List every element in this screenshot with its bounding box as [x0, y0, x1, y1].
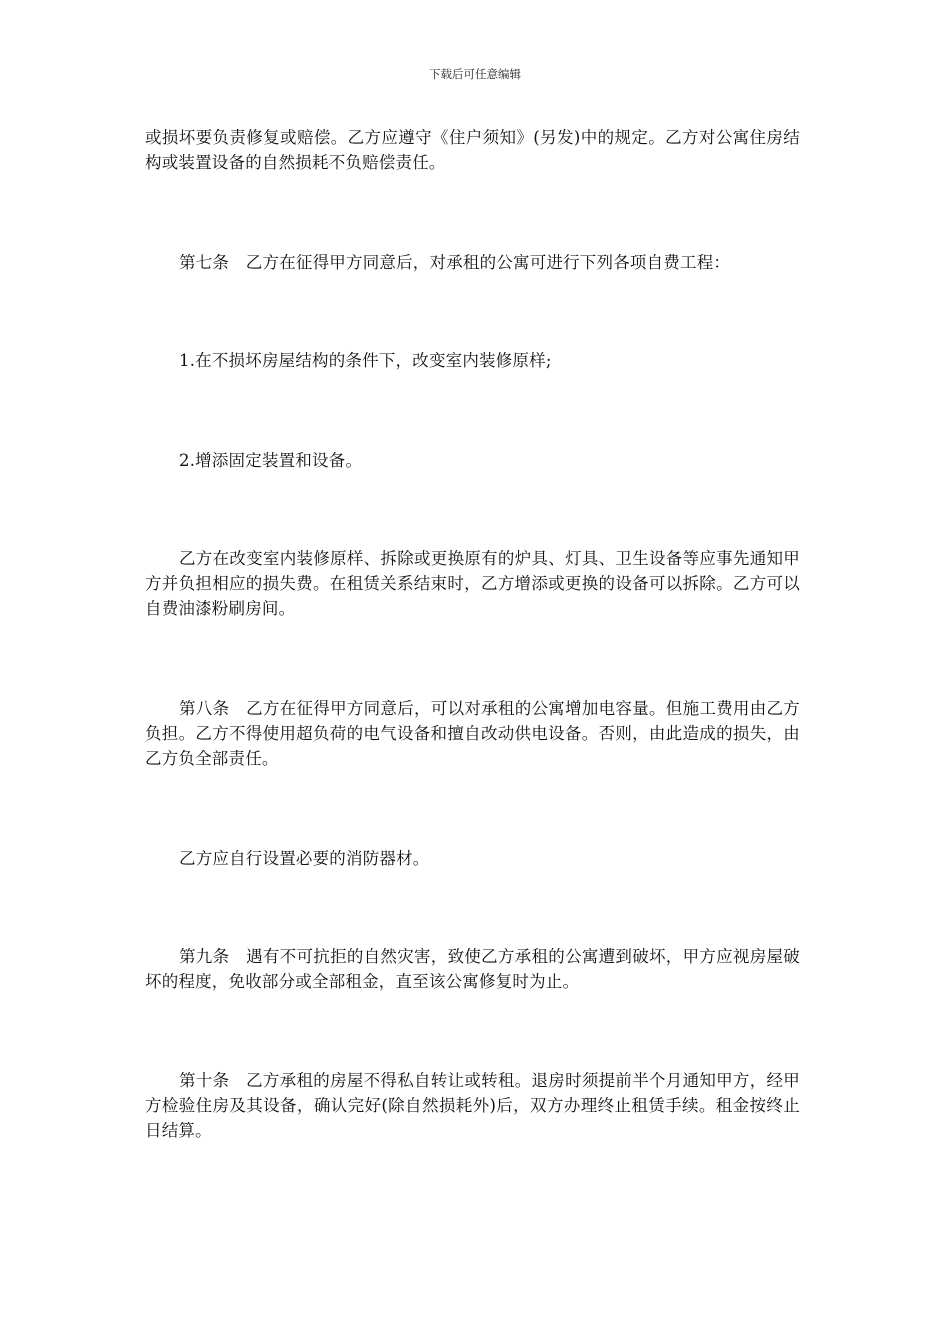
paragraph-renovation-terms: 乙方在改变室内装修原样、拆除或更换原有的炉具、灯具、卫生设备等应事先通知甲方并负担相应的损失费。在租赁关系结束时，乙方增添或更换的设备可以拆除。乙方可以自费油漆粉刷房间。: [145, 549, 800, 618]
page-header: 下载后可任意编辑: [429, 67, 521, 81]
list-item-1: 1.在不损坏房屋结构的条件下，改变室内装修原样;: [179, 351, 552, 370]
list-item-2: 2.增添固定装置和设备。: [179, 451, 363, 470]
article-10: 第十条 乙方承租的房屋不得私自转让或转租。退房时须提前半个月通知甲方，经甲方检验住房及其设备，确认完好(除自然损耗外)后，双方办理终止租赁手续。租金按终止日结算。: [145, 1071, 800, 1140]
article-7: 第七条 乙方在征得甲方同意后，对承租的公寓可进行下列各项自费工程：: [179, 253, 731, 272]
article-9: 第九条 遇有不可抗拒的自然灾害，致使乙方承租的公寓遭到破坏，甲方应视房屋破坏的程度，免收部分或全部租金，直至该公寓修复时为止。: [145, 947, 800, 991]
paragraph-continuation: 或损坏要负责修复或赔偿。乙方应遵守《住户须知》(另发)中的规定。乙方对公寓住房结构或装置设备的自然损耗不负赔偿责任。: [145, 128, 800, 172]
paragraph-fire-equipment: 乙方应自行设置必要的消防器材。: [179, 849, 430, 868]
article-8: 第八条 乙方在征得甲方同意后，可以对承租的公寓增加电容量。但施工费用由乙方负担。乙方不得使用超负荷的电气设备和擅自改动供电设备。否则，由此造成的损失，由乙方负全部责任。: [145, 699, 800, 768]
